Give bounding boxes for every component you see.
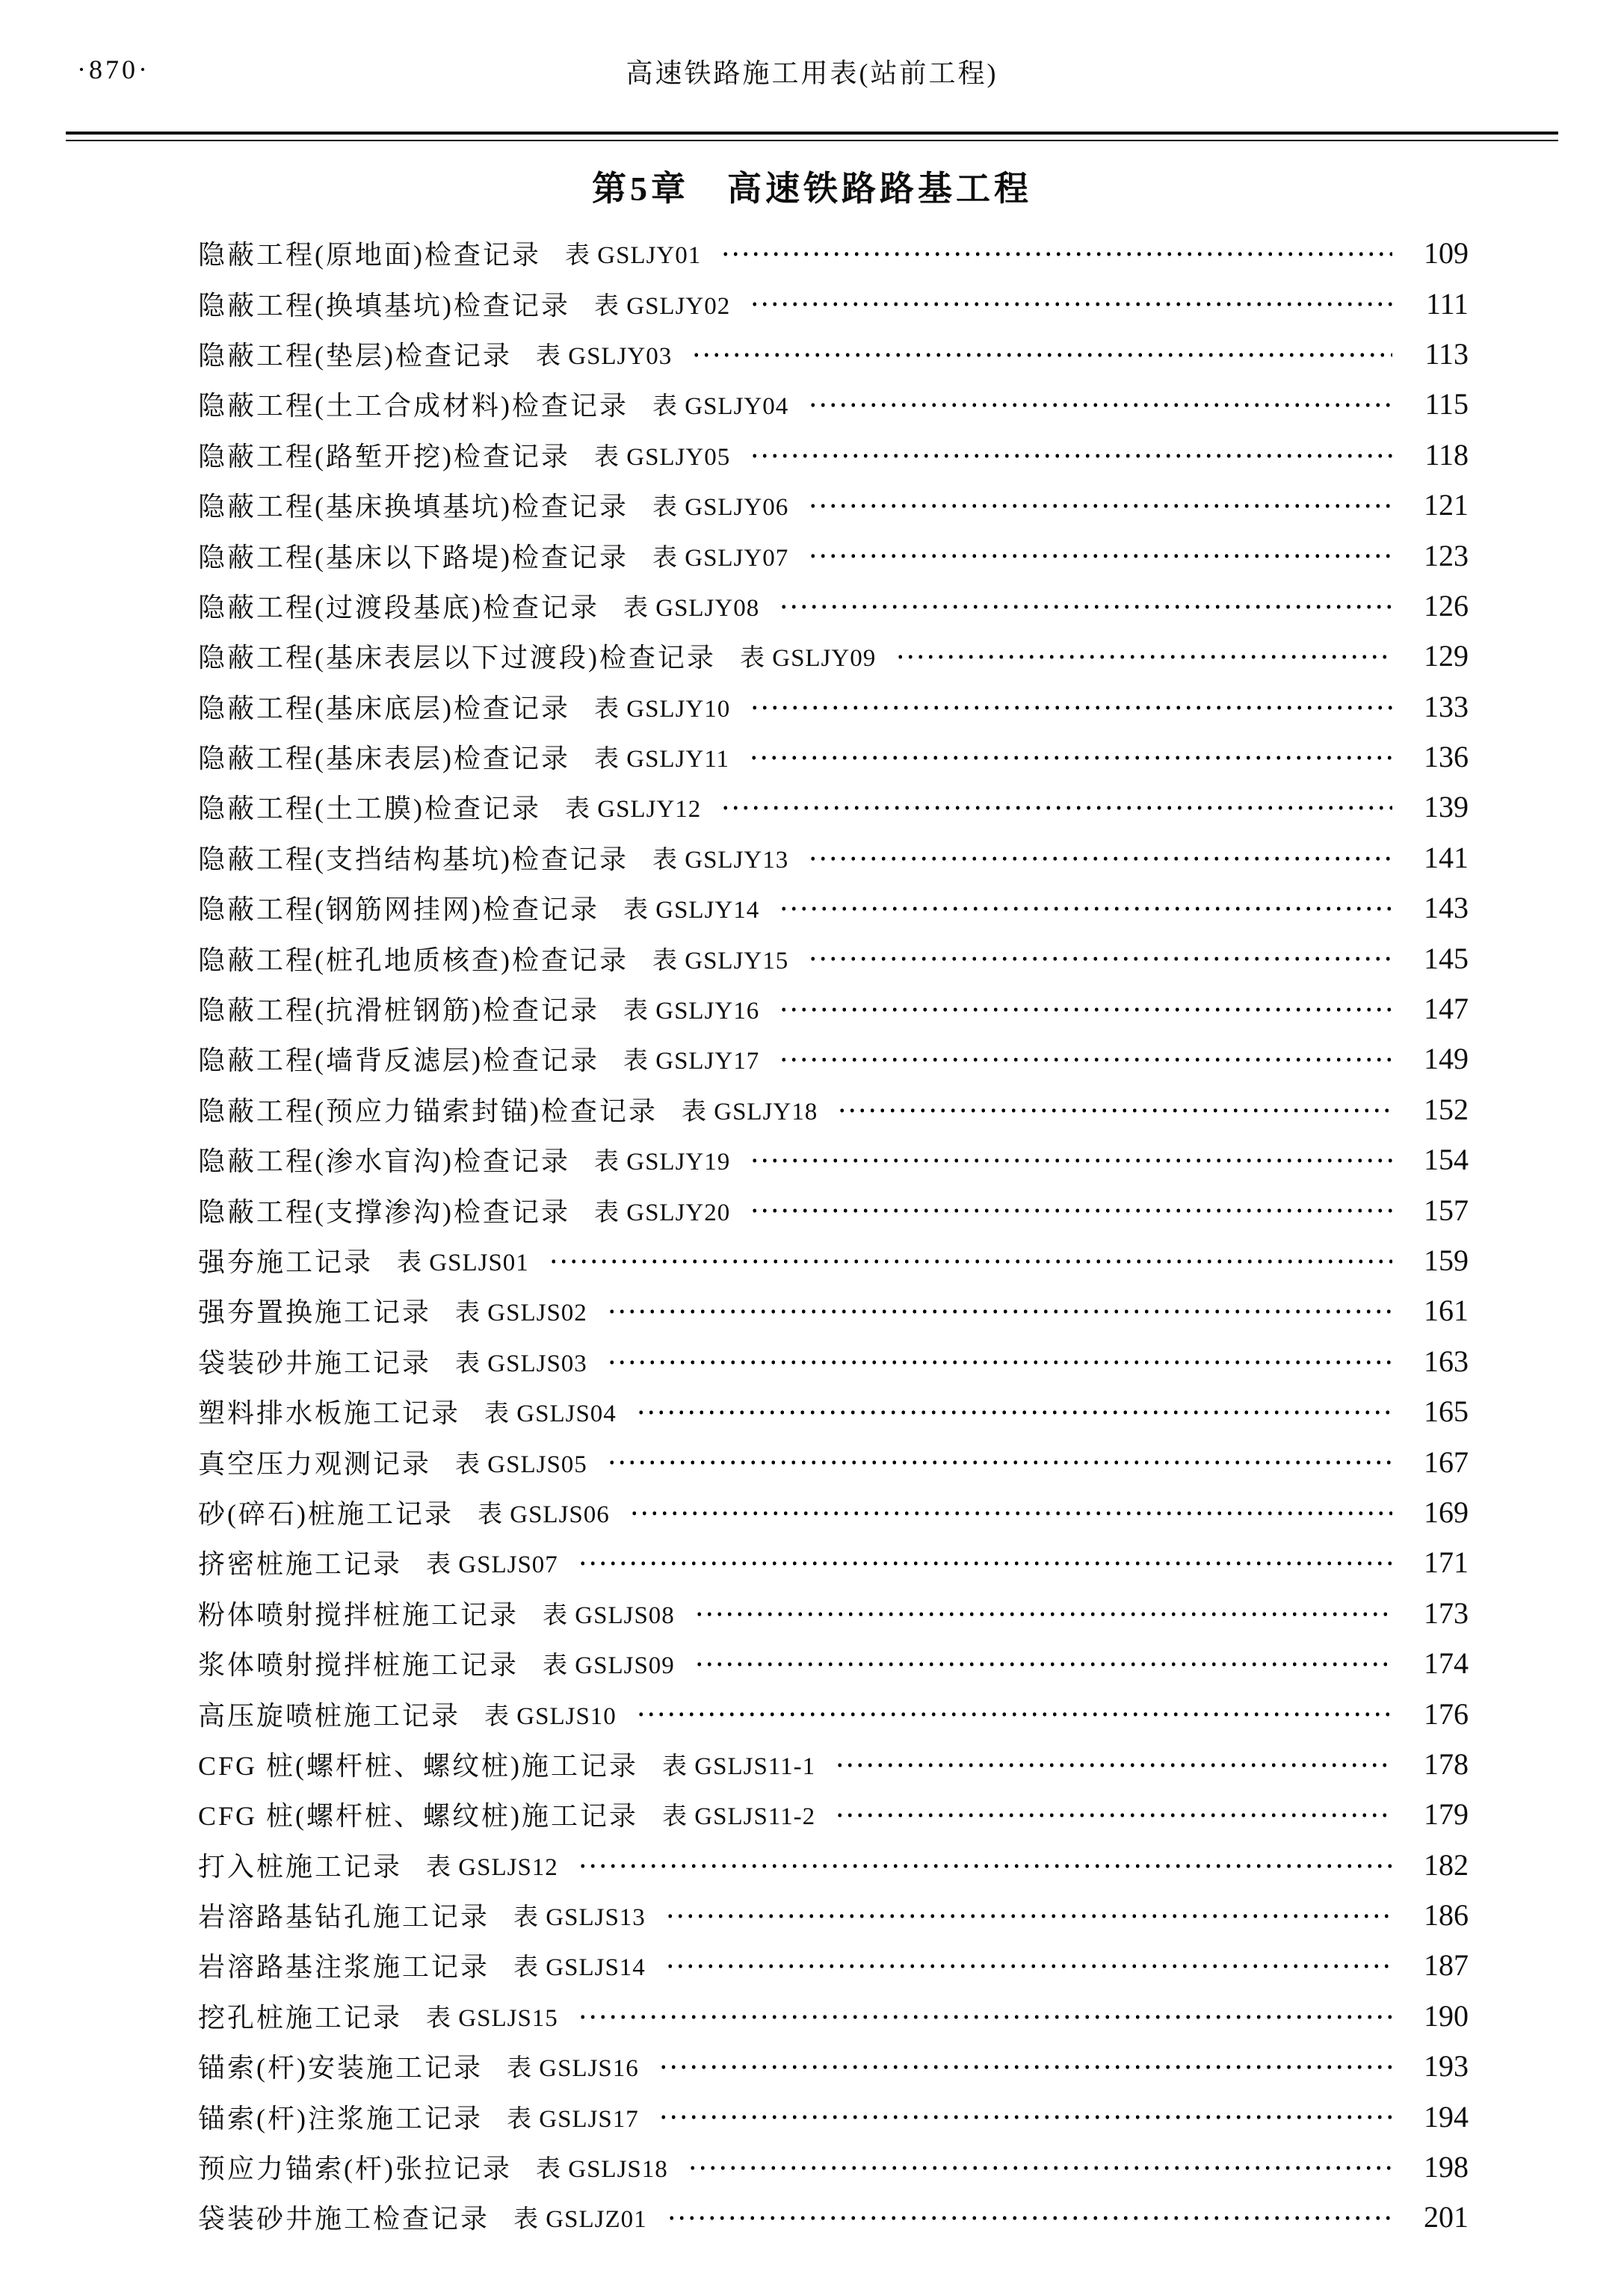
toc-entry [198,1084,1469,1134]
dot-leader [808,933,1392,983]
toc-entry-page-number: 141 [1424,840,1469,874]
dot-leader [607,1336,1392,1386]
dot-leader [629,1487,1392,1537]
page-header [0,0,1624,132]
toc-entry-form-code: 表 GSLJS16 [506,2055,639,2083]
toc-entry-form-code: 表 GSLJS06 [477,1501,610,1528]
toc-entry-title: 隐蔽工程(换填基坑)检查记录 [198,290,570,321]
toc-entry [198,1739,1469,1789]
toc-entry-form-code: 表 GSLJS14 [513,1954,646,1982]
toc-entry-title: 隐蔽工程(墙背反滤层)检查记录 [198,1045,599,1076]
toc-entry [198,1184,1469,1235]
toc-entry-page-number: 147 [1424,992,1469,1026]
toc-entry-title: 岩溶路基注浆施工记录 [198,1952,490,1983]
toc-entry-title: 隐蔽工程(基床换填基坑)检查记录 [198,492,629,522]
toc-entry [198,1235,1469,1285]
toc-entry [198,278,1469,328]
dot-leader [779,1034,1392,1084]
toc-entry-form-code: 表 GSLJY09 [739,645,877,673]
toc-entry [198,682,1469,732]
toc-entry-title: 锚索(杆)注浆施工记录 [198,2103,483,2134]
toc-entry-title: 隐蔽工程(抗滑桩钢筋)检查记录 [198,995,599,1026]
toc-entry-title: 隐蔽工程(支挡结构基坑)检查记录 [198,844,629,874]
toc-entry [198,1638,1469,1688]
toc-entry-title: 高压旋喷桩施工记录 [198,1700,461,1731]
toc-entry [198,883,1469,933]
toc-entry-form-code: 表 GSLJY11 [593,746,730,773]
toc-entry [198,480,1469,530]
dot-leader [779,581,1392,631]
toc-entry-title: 锚索(杆)安装施工记录 [198,2053,483,2084]
toc-entry-title: 隐蔽工程(基床表层)检查记录 [198,744,570,774]
toc-entry-title: 隐蔽工程(支撑渗沟)检查记录 [198,1196,570,1227]
toc-entry-page-number: 121 [1424,488,1469,522]
toc-entry-page-number: 179 [1424,1797,1469,1832]
toc-entry-title: 隐蔽工程(基床底层)检查记录 [198,693,570,723]
dot-leader [750,682,1392,732]
toc-entry-page-number: 169 [1424,1495,1469,1529]
dot-leader [691,329,1392,379]
toc-entry-page-number: 167 [1424,1445,1469,1479]
toc-entry-form-code: 表 GSLJS11-1 [662,1752,816,1780]
toc-entry-title: CFG 桩(螺杆桩、螺纹桩)施工记录 [198,1750,639,1781]
toc-entry [198,1034,1469,1084]
toc-entry-form-code: 表 GSLJY13 [652,846,789,874]
toc-entry-form-code: 表 GSLJS07 [426,1551,558,1579]
toc-entry-page-number: 113 [1424,336,1469,371]
dot-leader [578,1840,1392,1890]
toc-entry [198,1840,1469,1890]
toc-entry-title: 隐蔽工程(原地面)检查记录 [198,240,541,271]
toc-entry-page-number: 201 [1424,2200,1469,2234]
dot-leader [636,1386,1392,1436]
toc-entry-title: 隐蔽工程(渗水盲沟)检查记录 [198,1146,570,1177]
toc-entry [198,1134,1469,1184]
toc-entry-title: 塑料排水板施工记录 [198,1398,461,1429]
toc-entry [198,732,1469,782]
toc-entry-form-code: 表 GSLJS12 [426,1853,558,1881]
toc-entry-form-code: 表 GSLJY05 [593,443,731,471]
toc-entry [198,2091,1469,2141]
toc-entry-form-code: 表 GSLJY04 [652,393,789,421]
dot-leader [808,833,1392,883]
toc-entry-title: 挤密桩施工记录 [198,1549,403,1580]
dot-leader [720,782,1392,832]
dot-leader [607,1285,1392,1335]
toc-entry-title: 强夯施工记录 [198,1247,374,1277]
toc-entry-form-code: 表 GSLJS18 [535,2156,668,2184]
toc-entry-form-code: 表 GSLJS03 [455,1350,587,1377]
toc-entry-title: 打入桩施工记录 [198,1851,403,1882]
toc-entry-form-code: 表 GSLJY01 [564,242,702,270]
toc-entry [198,1991,1469,2041]
toc-entry-page-number: 174 [1424,1646,1469,1681]
dot-leader [694,1588,1392,1638]
dot-leader [658,2041,1392,2091]
toc-entry-form-code: 表 GSLJS01 [397,1250,529,1276]
toc-entry-page-number: 194 [1424,2099,1469,2134]
toc-entry-form-code: 表 GSLJZ01 [513,2206,647,2234]
toc-entry-form-code: 表 GSLJY15 [652,947,789,974]
toc-entry [198,983,1469,1034]
dot-leader [607,1436,1392,1486]
toc-entry-page-number: 171 [1424,1545,1469,1580]
toc-entry-page-number: 165 [1424,1394,1469,1429]
toc-entry-page-number: 157 [1424,1193,1469,1227]
toc-entry [198,2142,1469,2192]
dot-leader [750,278,1392,328]
toc-entry-page-number: 152 [1424,1092,1469,1126]
toc-entry-page-number: 187 [1424,1948,1469,1983]
toc-entry-title: 隐蔽工程(基床表层以下过渡段)检查记录 [198,643,716,673]
toc-entry-form-code: 表 GSLJY06 [652,494,789,522]
dot-leader [578,1991,1392,2041]
toc-entry [198,1386,1469,1436]
toc-entry-title: 袋装砂井施工检查记录 [198,2204,490,2234]
toc-entry-form-code: 表 GSLJS13 [513,1904,646,1932]
toc-entry-page-number: 176 [1424,1696,1469,1731]
toc-entry [198,1688,1469,1738]
toc-entry-form-code: 表 GSLJS04 [484,1400,617,1428]
dot-leader [895,631,1392,681]
chapter-title: 第5章 高速铁路路基工程 [592,170,1032,208]
toc-entry-page-number: 123 [1424,538,1469,572]
toc-entry-page-number: 145 [1424,941,1469,975]
toc-entry-title: CFG 桩(螺杆桩、螺纹桩)施工记录 [198,1801,639,1832]
toc-entry [198,782,1469,832]
toc-entry-form-code: 表 GSLJS02 [455,1300,587,1327]
dot-leader [750,1134,1392,1184]
toc-entry [198,379,1469,429]
dot-leader [835,1739,1392,1789]
toc-entry-title: 隐蔽工程(路堑开挖)检查记录 [198,441,570,472]
toc-entry-title: 隐蔽工程(预应力锚索封锚)检查记录 [198,1096,658,1126]
toc-entry-page-number: 154 [1424,1143,1469,1177]
toc-entry-page-number: 163 [1424,1344,1469,1378]
toc-entry [198,581,1469,631]
toc-entry-title: 隐蔽工程(桩孔地质核查)检查记录 [198,945,629,975]
toc-entry-title: 挖孔桩施工记录 [198,2002,403,2033]
toc-entry-page-number: 161 [1424,1294,1469,1328]
toc-entry [198,2041,1469,2091]
toc-entry-title: 强夯置换施工记录 [198,1297,432,1328]
toc-entry [198,1487,1469,1537]
toc-entry-page-number: 178 [1424,1746,1469,1781]
toc-entry-form-code: 表 GSLJY14 [623,897,760,924]
toc-entry-title: 袋装砂井施工记录 [198,1347,432,1378]
toc-entry-title: 浆体喷射搅拌桩施工记录 [198,1650,519,1681]
toc-entry [198,1285,1469,1335]
toc-entry-form-code: 表 GSLJY17 [623,1048,760,1075]
toc-entry-page-number: 136 [1424,740,1469,774]
dot-leader [720,228,1392,278]
toc-entry-title: 隐蔽工程(基床以下路堤)检查记录 [198,542,629,572]
toc-entry-form-code: 表 GSLJY07 [652,544,789,572]
toc-entry [198,329,1469,379]
toc-entry-title: 隐蔽工程(过渡段基底)检查记录 [198,592,599,623]
toc-entry [198,833,1469,883]
toc-entry-title: 隐蔽工程(钢筋网挂网)检查记录 [198,895,599,925]
dot-leader [694,1638,1392,1688]
dot-leader [667,2192,1392,2242]
toc-entry [198,1436,1469,1486]
dot-leader [578,1537,1392,1587]
toc-entry-form-code: 表 GSLJY03 [535,342,673,370]
toc-entry-page-number: 198 [1424,2150,1469,2184]
header-double-rule [66,132,1558,141]
dot-leader [749,732,1392,782]
toc-entry-page-number: 173 [1424,1596,1469,1630]
toc-entry-form-code: 表 GSLJS05 [455,1451,587,1478]
toc-entry-page-number: 149 [1424,1042,1469,1076]
toc-entry-form-code: 表 GSLJS08 [543,1601,675,1629]
toc-entry-form-code: 表 GSLJY20 [593,1199,731,1226]
dot-leader [779,983,1392,1034]
toc-entry-form-code: 表 GSLJY10 [593,695,731,723]
dot-leader [750,430,1392,480]
dot-leader [808,480,1392,530]
dot-leader [835,1789,1392,1839]
toc-entry-title: 真空压力观测记录 [198,1448,432,1479]
dot-leader [808,530,1392,580]
toc-entry-page-number: 126 [1424,588,1469,623]
toc-entry-form-code: 表 GSLJY02 [593,292,731,320]
toc-entry [198,1890,1469,1940]
toc-entry [198,1336,1469,1386]
dot-leader [688,2142,1392,2192]
toc-entry-title: 砂(碎石)桩施工记录 [198,1498,454,1529]
dot-leader [750,1184,1392,1235]
toc-entry-page-number: 182 [1424,1847,1469,1882]
running-book-title: 高速铁路施工用表(站前工程) [626,58,998,88]
toc-entry [198,1537,1469,1587]
dot-leader [779,883,1392,933]
toc-entry-page-number: 139 [1424,790,1469,824]
toc-entry-title: 隐蔽工程(土工合成材料)检查记录 [198,391,629,421]
toc-entry [198,2192,1469,2242]
toc-entry-page-number: 111 [1425,286,1469,321]
toc-entry-title: 隐蔽工程(土工膜)检查记录 [198,794,541,824]
toc-entry-form-code: 表 GSLJS11-2 [662,1803,816,1831]
toc-entry [198,1789,1469,1839]
dot-leader [665,1890,1392,1940]
dot-leader [658,2091,1392,2141]
toc-entry-page-number: 186 [1424,1898,1469,1933]
toc-entry-page-number: 109 [1424,236,1469,271]
toc-entry-page-number: 118 [1424,437,1469,472]
toc-entry [198,228,1469,278]
toc-entry-page-number: 143 [1424,891,1469,925]
toc-entry [198,631,1469,681]
dot-leader [636,1688,1392,1738]
toc-entry-title: 岩溶路基钻孔施工记录 [198,1902,490,1933]
toc-entry-form-code: 表 GSLJY12 [564,796,702,824]
toc-entry-form-code: 表 GSLJS09 [543,1652,675,1680]
toc-entry-page-number: 129 [1424,639,1469,673]
toc-entry-page-number: 193 [1424,2049,1469,2084]
toc-entry-form-code: 表 GSLJY08 [623,594,760,622]
toc-entry-form-code: 表 GSLJS10 [484,1702,617,1730]
toc-entry-page-number: 133 [1424,689,1469,723]
toc-entry-title: 隐蔽工程(垫层)检查记录 [198,340,512,371]
toc-entry-form-code: 表 GSLJY16 [623,998,760,1025]
toc-entry [198,933,1469,983]
toc-entry-title: 粉体喷射搅拌桩施工记录 [198,1599,519,1630]
toc-entry-title: 预应力锚索(杆)张拉记录 [198,2154,512,2184]
toc-entry-form-code: 表 GSLJY18 [681,1098,818,1125]
folio-page-number: ·870· [77,55,150,84]
toc-entry [198,530,1469,580]
dot-leader [837,1084,1392,1134]
toc-entry-form-code: 表 GSLJS17 [506,2105,639,2133]
toc-entry-form-code: 表 GSLJY19 [593,1149,731,1176]
toc-entry [198,1940,1469,1990]
dot-leader [549,1235,1392,1285]
toc-entry [198,430,1469,480]
dot-leader [665,1940,1392,1990]
table-of-contents [0,228,1624,2243]
toc-entry-page-number: 159 [1424,1244,1469,1277]
toc-entry-page-number: 190 [1424,1998,1469,2033]
toc-entry [198,1588,1469,1638]
toc-entry-form-code: 表 GSLJS15 [426,2004,558,2032]
toc-entry-page-number: 115 [1424,387,1469,421]
dot-leader [808,379,1392,429]
